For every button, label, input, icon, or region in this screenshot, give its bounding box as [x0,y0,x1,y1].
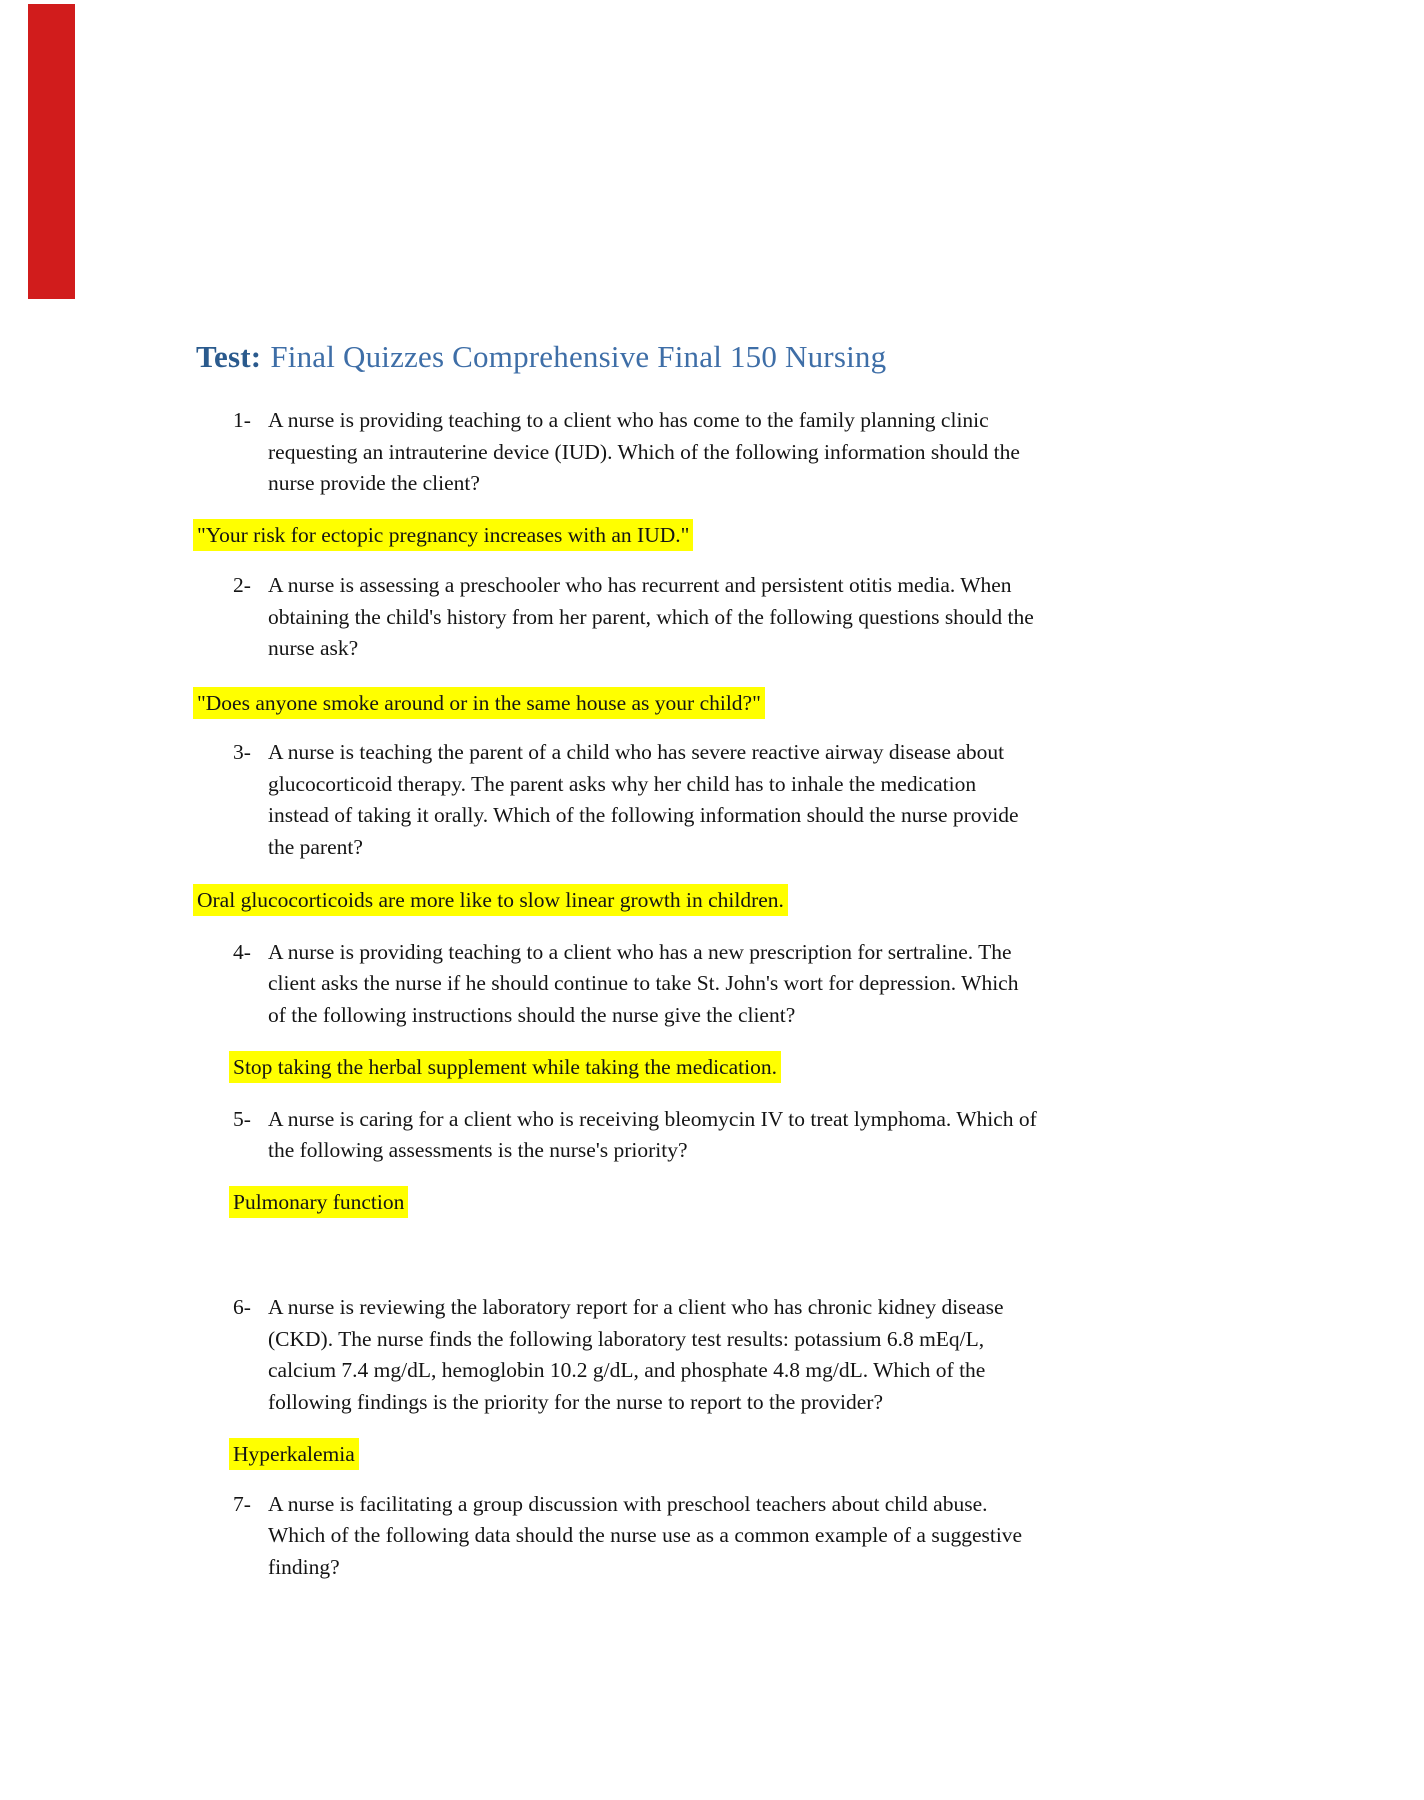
question-text [268,1292,1266,1418]
question-line: nurse ask? [268,636,359,660]
question-text [268,937,1266,1032]
answer-item [193,520,1266,552]
question-number: 5- [233,1106,251,1131]
answer-highlight: "Does anyone smoke around or in the same house as your child?" [193,687,765,719]
answer-highlight: Pulmonary function [229,1186,408,1218]
question-line: A nurse is facilitating a group discussion with preschool teachers about child abuse. [268,1491,988,1516]
question-line: Which of the following data should the nurse use as a common example of a suggestive [268,1523,1023,1547]
question-number: 4- [233,939,251,964]
title-text: Final Quizzes Comprehensive Final 150 Nursing [270,339,887,374]
question-line: (CKD). The nurse finds the following laboratory test results: potassium 6.8 mEq/L, [268,1326,985,1351]
question-item [233,1489,1266,1584]
question-line: calcium 7.4 mg/dL, hemoglobin 10.2 g/dL, and phosphate 4.8 mg/dL. Which of the [268,1358,986,1382]
red-ribbon [28,4,75,299]
question-item [233,405,1266,500]
question-text [268,570,1266,665]
question-item [233,570,1266,665]
question-line: A nurse is assessing a preschooler who has recurrent and persistent otitis media. When [268,573,1012,597]
question-number: 7- [233,1491,251,1516]
answer-item [193,688,1266,720]
question-line: A nurse is teaching the parent of a child who has severe reactive airway disease about [268,740,1005,764]
question-line: nurse provide the client? [268,471,480,495]
question-line: A nurse is reviewing the laboratory report for a client who has chronic kidney disease [268,1295,1004,1319]
question-item [233,737,1266,863]
question-number: 6- [233,1295,251,1319]
answer-item [229,1187,1266,1219]
answer-highlight: Stop taking the herbal supplement while taking the medication. [229,1051,781,1083]
question-line: of the following instructions should the nurse give the client? [268,1002,796,1027]
question-text [268,1104,1266,1167]
question-line: A nurse is providing teaching to a client who has come to the family planning clinic [268,408,989,432]
answer-highlight: Oral glucocorticoids are more like to slow linear growth in children. [193,884,788,916]
question-line: finding? [268,1554,340,1579]
questions-list [196,405,1266,1583]
question-text [268,405,1266,500]
question-item [233,1292,1266,1418]
answer-highlight: Hyperkalemia [229,1438,359,1470]
question-line: client asks the nurse if he should continue to take St. John's wort for depression. Which [268,971,1019,995]
question-line: obtaining the child's history from her parent, which of the following questions should the [268,604,1034,629]
question-line: the following assessments is the nurse's priority? [268,1138,688,1162]
question-text [268,1489,1266,1584]
title-label: Test: [196,339,262,374]
question-text [268,737,1266,863]
question-line: glucocorticoid therapy. The parent asks why her child has to inhale the medication [268,771,977,796]
question-line: following findings is the priority for the nurse to report to the provider? [268,1389,884,1414]
question-item [233,1104,1266,1167]
page-title [196,337,1266,377]
question-item [233,937,1266,1032]
question-line: A nurse is providing teaching to a client who has a new prescription for sertraline. The [268,939,1012,964]
question-number: 2- [233,573,251,597]
question-line: A nurse is caring for a client who is receiving bleomycin IV to treat lymphoma. Which of [268,1106,1037,1131]
document-content [196,0,1266,1583]
question-number: 1- [233,408,251,432]
question-number: 3- [233,740,251,764]
answer-highlight: "Your risk for ectopic pregnancy increases with an IUD." [193,519,693,551]
question-line: requesting an intrauterine device (IUD). Which of the following information should the [268,439,1020,464]
answer-item [229,1439,1266,1471]
question-line: instead of taking it orally. Which of the following information should the nurse provide [268,803,1019,827]
answer-item [229,1052,1266,1084]
answer-item [193,885,1266,917]
question-line: the parent? [268,834,363,859]
